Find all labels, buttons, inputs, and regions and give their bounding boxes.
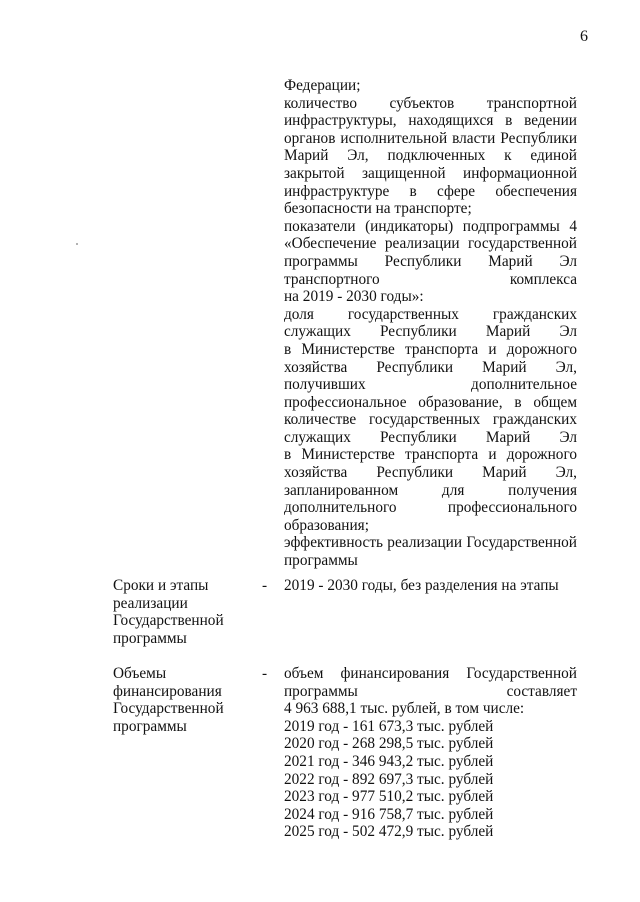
continued-indicators-block <box>284 77 577 570</box>
indicator-line: эффективность реализации Государственной <box>284 534 577 552</box>
value-line: объем финансирования Государственной <box>284 665 577 682</box>
indicator-line: в Министерстве транспорта и дорожного <box>284 340 577 358</box>
label-line: Сроки и этапы <box>113 577 209 594</box>
value-line: 2021 год - 346 943,2 тыс. рублей <box>284 752 494 770</box>
indicator-line: служащих Республики Марий Эл <box>284 323 577 341</box>
indicator-line: хозяйства Республики Марий Эл, <box>284 464 577 482</box>
indicator-line: программы <box>284 552 358 570</box>
indicator-line: «Обеспечение реализации государственной <box>284 235 577 253</box>
indicator-line: профессиональное образование, в общем <box>284 393 577 411</box>
label-line: финансирования <box>113 682 222 700</box>
value-line: 2020 год - 268 298,5 тыс. рублей <box>284 735 494 753</box>
indicator-line: запланированном для получения <box>284 481 577 499</box>
label-line: программы <box>113 717 187 735</box>
label-line: Объемы <box>113 665 167 682</box>
indicator-line: служащих Республики Марий Эл <box>284 428 577 446</box>
scan-speck <box>76 243 78 245</box>
indicator-line: хозяйства Республики Марий Эл, <box>284 358 577 376</box>
indicator-line: Федерации; <box>284 77 361 94</box>
label-line: программы <box>113 629 187 647</box>
indicator-line: транспортного комплекса <box>284 270 577 288</box>
value-line: 2023 год - 977 510,2 тыс. рублей <box>284 788 494 806</box>
value-line: 2025 год - 502 472,9 тыс. рублей <box>284 823 494 841</box>
indicator-line: доля государственных гражданских <box>284 305 577 323</box>
funding-label <box>113 665 253 735</box>
indicator-line: безопасности на транспорте; <box>284 200 472 218</box>
indicator-line: показатели (индикаторы) подпрограммы 4 <box>284 217 577 235</box>
value-line: 2022 год - 892 697,3 тыс. рублей <box>284 770 494 788</box>
label-line: реализации <box>113 594 188 612</box>
value-line: 2019 год - 161 673,3 тыс. рублей <box>284 717 494 735</box>
page-number: 6 <box>580 28 588 45</box>
indicator-line: инфраструктуре в сфере обеспечения <box>284 182 577 200</box>
indicator-line: дополнительного профессионального <box>284 499 577 517</box>
terms-dash: - <box>262 577 268 594</box>
indicator-line: закрытой защищенной информационной <box>284 164 577 182</box>
terms-label <box>113 577 253 647</box>
indicator-line: программы Республики Марий Эл <box>284 252 577 270</box>
value-line: программы составляет <box>284 682 577 700</box>
value-line: 2019 - 2030 годы, без разделения на этапы <box>284 577 559 594</box>
funding-value <box>284 665 577 841</box>
value-line: 4 963 688,1 тыс. рублей, в том числе: <box>284 700 525 718</box>
value-line: 2024 год - 916 758,7 тыс. рублей <box>284 805 494 823</box>
label-line: Государственной <box>113 612 224 630</box>
indicator-line: в Министерстве транспорта и дорожного <box>284 446 577 464</box>
indicator-line: органов исполнительной власти Республики <box>284 129 577 147</box>
indicator-line: на 2019 - 2030 годы»: <box>284 288 424 306</box>
indicator-line: инфраструктуры, находящихся в ведении <box>284 112 577 130</box>
indicator-line: количестве государственных гражданских <box>284 411 577 429</box>
indicator-line: образования; <box>284 516 369 534</box>
label-line: Государственной <box>113 700 224 718</box>
terms-value <box>284 577 577 595</box>
indicator-line: количество субъектов транспортной <box>284 94 577 112</box>
indicator-line: Марий Эл, подключенных к единой <box>284 147 577 165</box>
indicator-line: получивших дополнительное <box>284 376 577 394</box>
funding-dash: - <box>262 665 268 682</box>
